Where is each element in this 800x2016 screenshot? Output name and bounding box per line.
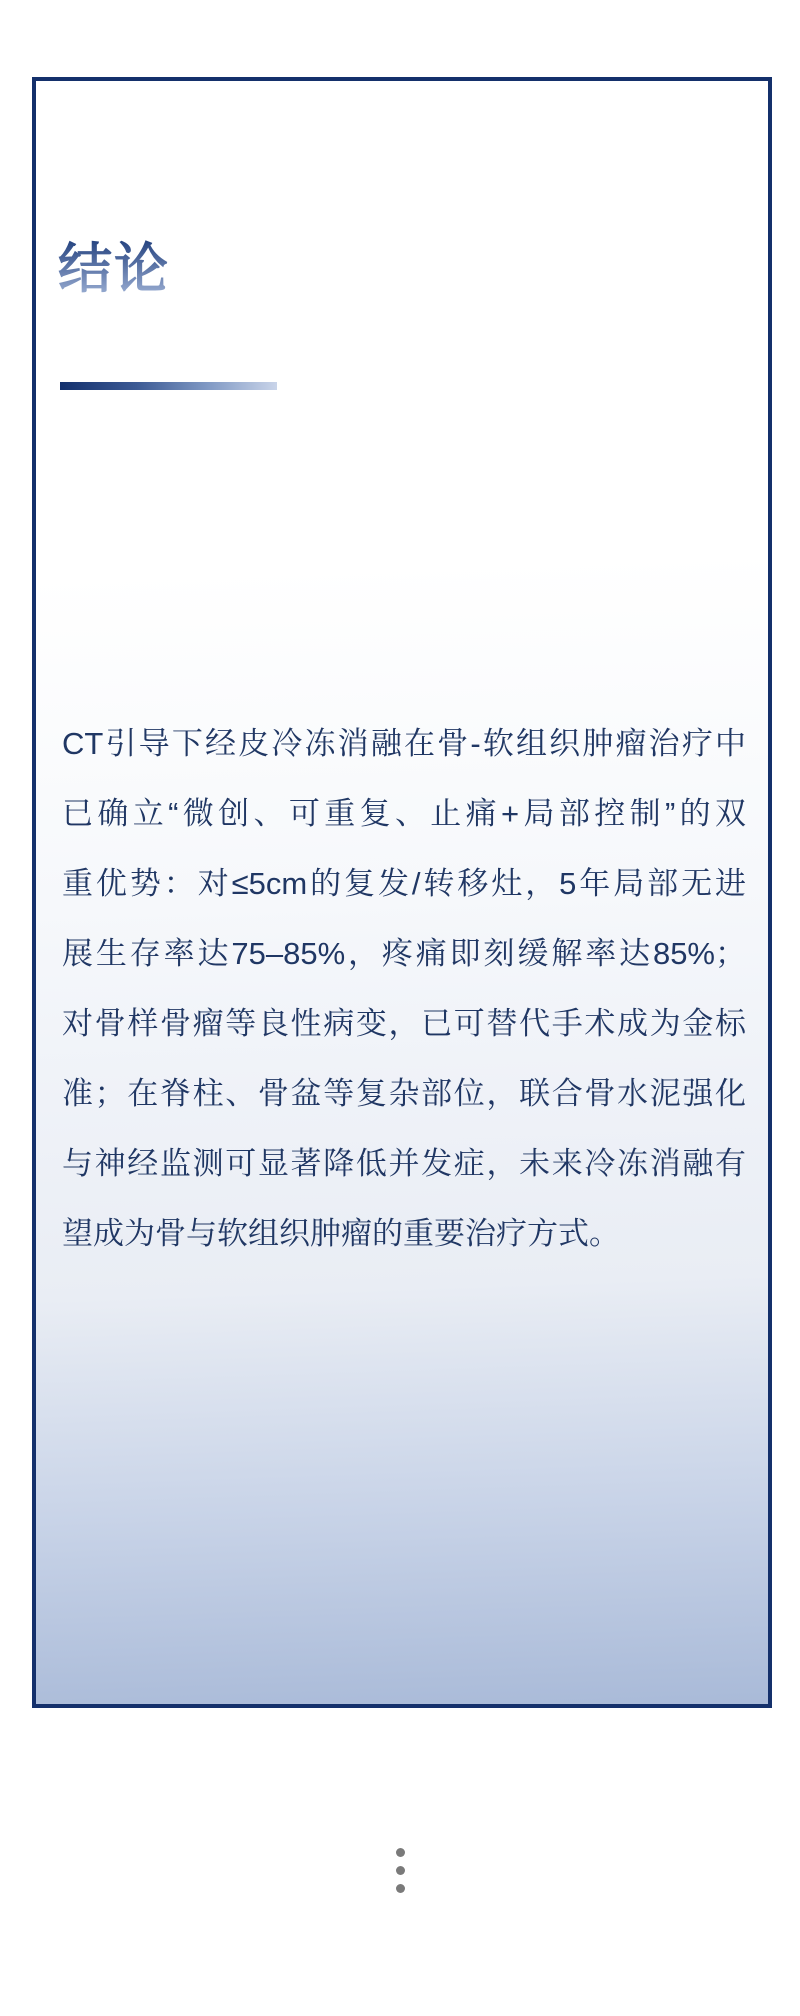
content-card: [32, 77, 772, 1708]
paragraph-line: 对骨样骨瘤等良性病变，已可替代手术成为金标: [62, 1006, 746, 1041]
ellipsis-dot: [396, 1848, 405, 1857]
ellipsis-dot: [396, 1884, 405, 1893]
accent-bar: [60, 382, 277, 390]
paragraph-line: 展生存率达75–85%，疼痛即刻缓解率达85%；: [62, 936, 746, 971]
section-title: 结论: [58, 239, 170, 299]
paragraph-line: 望成为骨与软组织肿瘤的重要治疗方式。: [62, 1216, 620, 1251]
vertical-ellipsis-icon: [396, 1848, 405, 1893]
paragraph-line: 与神经监测可显著降低并发症，未来冷冻消融有: [62, 1146, 746, 1181]
ellipsis-dot: [396, 1866, 405, 1875]
paragraph-line: 重优势：对≤5cm的复发/转移灶，5年局部无进: [62, 866, 746, 901]
conclusion-paragraph: [62, 709, 746, 1269]
paragraph-line: CT引导下经皮冷冻消融在骨-软组织肿瘤治疗中: [62, 726, 746, 761]
paragraph-line: 已确立“微创、可重复、止痛+局部控制”的双: [62, 796, 746, 831]
paragraph-line: 准；在脊柱、骨盆等复杂部位，联合骨水泥强化: [62, 1076, 746, 1111]
